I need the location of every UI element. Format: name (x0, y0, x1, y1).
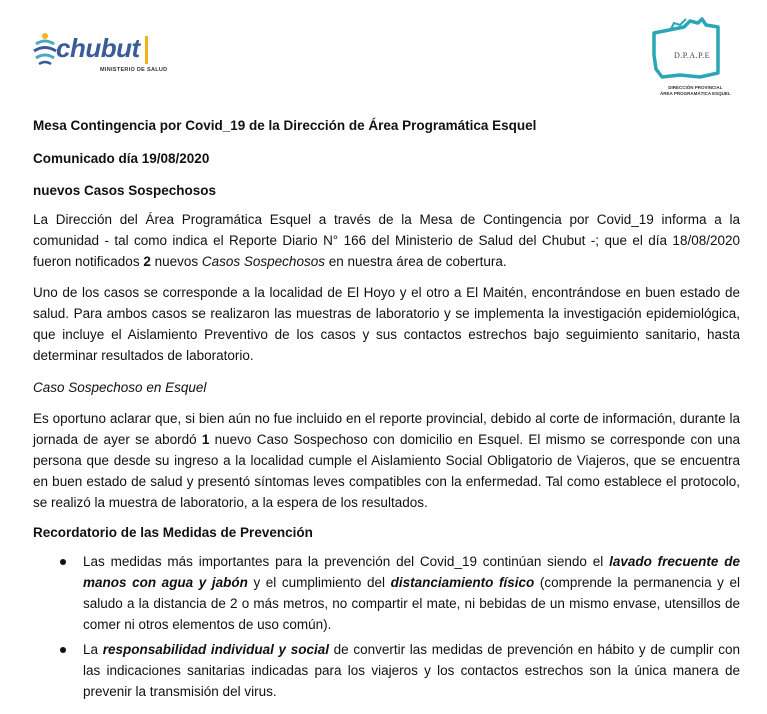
communique-date: Comunicado día 19/08/2020 (33, 151, 210, 166)
paragraph-esquel-case (33, 408, 740, 513)
p1-text-a: La Dirección del Área Programática Esquel a través de la Mesa de Contingencia por Covid_19 informa a la comunidad - tal como indica el Reporte Diario N° 166 del Ministerio de Salud del Chubut -; que el día 18/08/2020 fueron notificados (33, 212, 740, 269)
dpape-subtitle-line1: DIRECCIÓN PROVINCIAL (668, 85, 723, 90)
ministry-label: MINISTERIO DE SALUD (100, 67, 168, 73)
b1-text-b: y el cumplimiento del (247, 575, 391, 590)
dpape-subtitle (660, 85, 731, 96)
dpape-logo (640, 15, 730, 95)
b2-text-b: de convertir las medidas de prevención en hábito y de cumplir con las indicaciones sanitarias indicadas para los viajeros y los contactos estrechos son la única manera de prevenir la transmisión del virus. (83, 642, 740, 699)
b1-handwashing: lavado frecuente de manos con agua y jabón (83, 554, 740, 590)
paragraph-intro (33, 209, 740, 272)
province-map-icon (640, 15, 730, 85)
case-label-esquel: Caso Sospechoso en Esquel (33, 380, 207, 395)
p1-case-count: 2 (143, 254, 151, 269)
p3-text-b: nuevo Caso Sospechoso con domicilio en Esquel. El mismo se corresponde con una persona que desde su ingreso a la localidad cumple el Aislamiento Social Obligatorio de Viajeros, que se encuentra en buen estado de salud y presentó síntomas leves compatibles con la enfermedad. Tal como establece el protocolo, se realizó la muestra de laboratorio, a la espera de los resultados. (33, 432, 740, 510)
logo-divider (145, 36, 148, 64)
list-item-responsibility (33, 639, 740, 702)
chubut-logo (30, 30, 168, 78)
p1-italic-cases: Casos Sospechosos (201, 254, 325, 269)
p3-case-count: 1 (201, 432, 210, 447)
dpape-subtitle-line2: ÁREA PROGRAMÁTICA ESQUEL (660, 90, 731, 96)
document-title: Mesa Contingencia por Covid_19 de la Dirección de Área Programática Esquel (33, 118, 537, 133)
b1-distancing: distanciamiento físico (390, 575, 535, 590)
p1-text-c: en nuestra área de cobertura. (324, 254, 507, 269)
bullet-icon (60, 647, 66, 653)
bullet-icon (60, 559, 66, 565)
b1-text-c: (comprende la permanencia y el saludo a la distancia de 2 o más metros, no compartir el mate, ni bebidas de un mismo envase, utensillos de comer ni otros elementos de uso común). (83, 575, 741, 632)
chubut-wordmark: chubut (56, 33, 140, 63)
dpape-initials: D.P.A.P.E (674, 51, 711, 60)
paragraph-cases-detail: Uno de los casos se corresponde a la localidad de El Hoyo y el otro a El Maitén, encontrándose en buen estado de salud. Para ambos casos se realizaron las muestras de laboratorio y se implementa la investigación epidemiológica, que incluye el Aislamiento Preventivo de los casos y sus contactos estrechos bajo seguimiento sanitario, hasta determinar resultados de laboratorio. (33, 285, 740, 363)
prevention-list (33, 551, 740, 702)
b2-responsibility: responsabilidad individual y social (102, 642, 329, 657)
p1-text-b: nuevos (150, 254, 202, 269)
b2-text-a: La (83, 642, 103, 657)
document-body (33, 115, 740, 706)
b1-text-a: Las medidas más importantes para la prevención del Covid_19 continúan siendo el (83, 554, 610, 569)
p3-text-a: Es oportuno aclarar que, si bien aún no fue incluido en el reporte provincial, debido al corte de información, durante la jornada de ayer se abordó (33, 411, 740, 447)
document-subtitle: nuevos Casos Sospechosos (33, 183, 217, 198)
list-item-hygiene (33, 551, 740, 635)
reminder-title: Recordatorio de las Medidas de Prevención (33, 525, 313, 540)
